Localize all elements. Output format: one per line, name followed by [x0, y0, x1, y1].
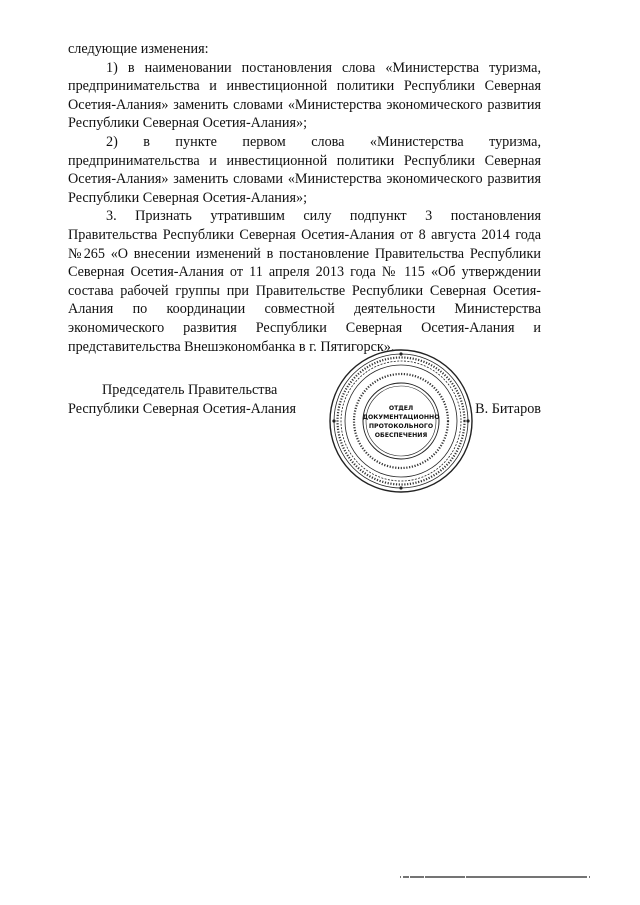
- paragraph-item-1: 1) в наименовании постановления слова «Министерства туризма, предпринимательства и инвестиционной политики Республики Северная Осетия-Алания» заменить словами «Министерства экономического развития Республики Северная Осетия-Алания»;: [68, 59, 541, 132]
- seal-center-line-1: ОТДЕЛ: [388, 405, 414, 412]
- document-body: [68, 40, 541, 356]
- signature-block: [68, 376, 541, 476]
- seal-center-line-4: ОБЕСПЕЧЕНИЯ: [374, 432, 428, 439]
- paragraph-item-3: 3. Признать утратившим силу подпункт 3 постановления Правительства Республики Северная Осетия-Алания от 8 августа 2014 года №265 «О внесении изменений в постановление Правительства Республики Северная Осетия-Алания от 11 апреля 2013 года № 115 «Об утверждении состава рабочей группы при Правительстве Республики Северная Осетия-Алания по координации совместной деятельности Министерства экономического развития Республики Северная Осетия-Алания и представительства Внешэкономбанка в г. Пятигорск».: [68, 208, 541, 355]
- official-seal-stamp: [326, 346, 476, 496]
- seal-center-line-3: ПРОТОКОЛЬНОГО: [368, 423, 434, 430]
- signatory-title-line2: Республики Северная Осетия-Алания: [68, 400, 297, 417]
- paragraph-intro: следующие изменения:: [68, 41, 209, 57]
- signatory-name: В. Битаров: [475, 401, 541, 417]
- bottom-scan-mark: [400, 873, 590, 881]
- seal-center-line-2: ДОКУМЕНТАЦИОННО: [362, 414, 440, 421]
- paragraph-item-2: 2) в пункте первом слова «Министерства туризма, предпринимательства и инвестиционной политики Республики Северная Осетия-Алания» заменить словами «Министерства экономического развития Республики Северная Осетия-Алания»;: [68, 133, 541, 206]
- signatory-title: [68, 381, 318, 418]
- signatory-title-line1: Председатель Правительства: [102, 382, 278, 398]
